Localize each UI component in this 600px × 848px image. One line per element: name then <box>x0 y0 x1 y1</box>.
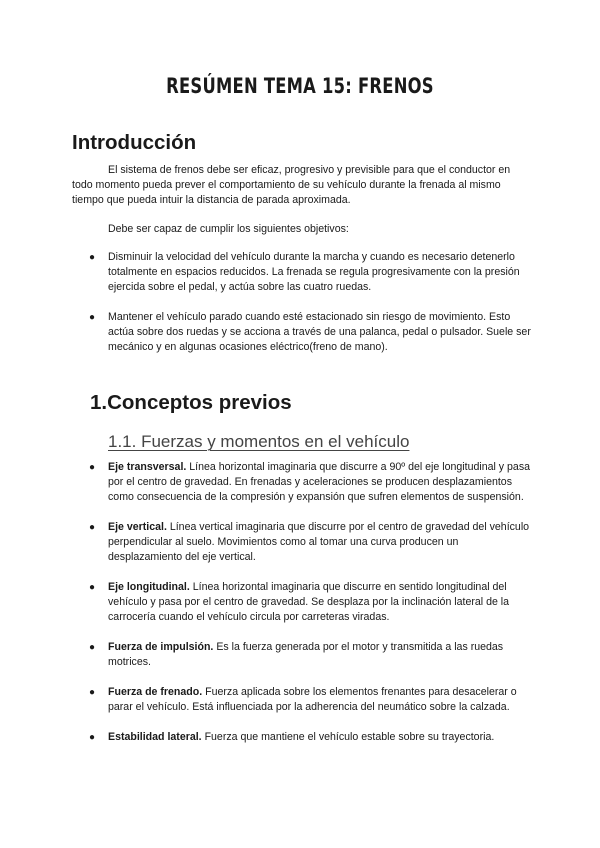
list-item <box>89 520 532 565</box>
intro-paragraph-2: Debe ser capaz de cumplir los siguientes objetivos: <box>108 223 349 235</box>
bullet-icon: ● <box>89 312 96 323</box>
bullet-icon: ● <box>89 687 96 698</box>
bullet-icon: ● <box>89 732 96 743</box>
list-item <box>89 250 532 295</box>
bullet-icon: ● <box>89 642 96 653</box>
list-item <box>89 310 532 355</box>
definition: Línea horizontal imaginaria que discurre en sentido longitudinal del vehículo y pasa por el centro de gravedad. Se desplaza por la inclinación lateral de la carrocería cuando el vehículo circula por carreteras viradas. <box>108 581 510 623</box>
forces-list <box>89 460 532 745</box>
objective-text: Mantener el vehículo parado cuando esté estacionado sin riesgo de movimiento. Esto actúa sobre dos ruedas y se acciona a través de una palanca, pedal o pulsador. Suele ser mecánico y en algunas ocasiones eléctrico(freno de mano). <box>108 311 531 353</box>
document-title: RESÚMEN TEMA 15: FRENOS <box>166 74 434 98</box>
definition: Fuerza aplicada sobre los elementos frenantes para desacelerar o parar el vehículo. Está influenciada por la adherencia del neumático sobre la calzada. <box>108 686 517 713</box>
definition: Línea horizontal imaginaria que discurre a 90º del eje longitudinal y pasa por el centro de gravedad. En frenadas y aceleraciones se producen desplazamientos como consecuencia de la compresión y expansión que sufren elementos de suspensión. <box>108 461 531 503</box>
list-item <box>89 640 532 670</box>
list-item <box>89 460 532 505</box>
bullet-icon: ● <box>89 252 96 263</box>
term: Estabilidad lateral. <box>108 731 202 743</box>
definition: Es la fuerza generada por el motor y transmitida a las ruedas motrices. <box>108 641 504 668</box>
bullet-icon: ● <box>89 522 96 533</box>
term: Fuerza de frenado. <box>108 686 203 698</box>
definition: Fuerza que mantiene el vehículo estable sobre su trayectoria. <box>201 731 495 743</box>
bullet-icon: ● <box>89 462 96 473</box>
section-number: 1. <box>90 391 108 414</box>
subsection-heading: 1.1. Fuerzas y momentos en el vehículo <box>108 432 410 451</box>
intro-heading: Introducción <box>72 131 197 154</box>
term: Eje vertical. <box>108 521 167 533</box>
list-item <box>89 730 532 745</box>
list-item <box>89 685 532 715</box>
definition: Línea vertical imaginaria que discurre por el centro de gravedad del vehículo perpendicular al suelo. Movimientos como al tomar una curva producen un desplazamiento del eje vertical. <box>108 521 530 563</box>
objective-text: Disminuir la velocidad del vehículo durante la marcha y cuando es necesario detenerlo totalmente en espacios reducidos. La frenada se regula progresivamente con la presión ejercida sobre el pedal, y actúa sobre las cuatro ruedas. <box>108 251 520 293</box>
objectives-list <box>89 250 532 355</box>
section-heading <box>90 391 292 415</box>
intro-paragraph-1: El sistema de frenos debe ser eficaz, progresivo y previsible para que el conductor en todo momento pueda prever el comportamiento de su vehículo durante la frenada al mismo tiempo que pueda intuir la distancia de parada aproximada. <box>72 164 511 206</box>
section-title: Conceptos previos <box>107 391 292 414</box>
list-item <box>89 580 532 625</box>
term: Eje longitudinal. <box>108 581 190 593</box>
bullet-icon: ● <box>89 582 96 593</box>
term: Eje transversal. <box>108 461 187 473</box>
term: Fuerza de impulsión. <box>108 641 214 653</box>
